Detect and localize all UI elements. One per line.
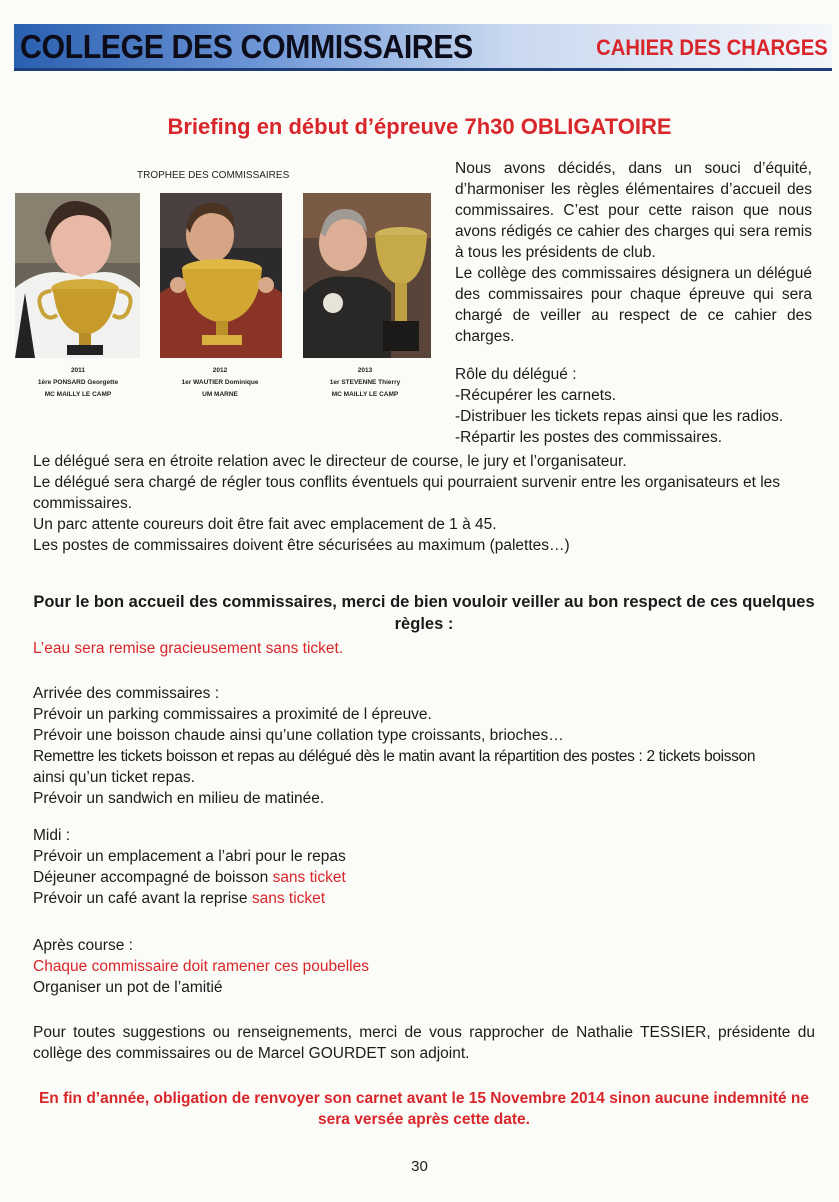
briefing-heading: Briefing en début d’épreuve 7h30 OBLIGATOIRE	[167, 114, 672, 139]
role-item: -Répartir les postes des commissaires.	[455, 429, 723, 446]
intro-text	[455, 158, 812, 347]
document-subtitle: CAHIER DES CHARGES	[596, 35, 828, 60]
intro-paragraph: Le collège des commissaires désignera un délégué des commissaires pour chaque épreuve qui sera chargé de veiller au respect de ce cahier des charges.	[455, 265, 812, 345]
apres-title: Après course :	[33, 937, 133, 954]
winner-photo-2011	[15, 193, 140, 358]
winner-photo-2013	[303, 193, 431, 358]
midi-line: Déjeuner accompagné de boisson sans ticket	[33, 869, 346, 886]
sans-ticket-note: sans ticket	[251, 890, 326, 907]
arrivee-line: Remettre les tickets boisson et repas au délégué dès le matin avant la répartition des postes : 2 tickets boisson	[33, 748, 756, 765]
apres-section	[33, 935, 815, 998]
final-notice: En fin d’année, obligation de renvoyer son carnet avant le 15 Novembre 2014 sinon aucune indemnité ne sera versée après cette date.	[38, 1090, 810, 1128]
contact-paragraph: Pour toutes suggestions ou renseignements, merci de vous rapprocher de Nathalie TESSIER, présidente du collège des commissaires ou de Marcel GOURDET son adjoint.	[33, 1024, 815, 1062]
midi-section	[33, 825, 815, 909]
winner-photo-2012	[160, 193, 285, 358]
role-section	[455, 364, 783, 448]
accueil-heading: Pour le bon accueil des commissaires, merci de bien vouloir veiller au bon respect de ces quelques règles :	[33, 593, 815, 633]
sans-ticket-note: sans ticket	[272, 869, 346, 886]
winner-caption-2013: 2013 1er STEVENNE Thierry MC MAILLY LE CAMP	[329, 367, 401, 398]
arrivee-line: Prévoir un sandwich en milieu de matinée.	[33, 790, 325, 807]
general-line: Un parc attente coureurs doit être fait avec emplacement de 1 à 45.	[33, 516, 497, 533]
apres-red-line: Chaque commissaire doit ramener ces poubelles	[33, 958, 369, 975]
general-line: commissaires.	[33, 495, 133, 512]
trophy-title: TROPHEE DES COMMISSAIRES	[137, 170, 290, 181]
intro-paragraph: Nous avons décidés, dans un souci d’équité, d’harmoniser les règles élémentaires d’accueil des commissaires. C’est pour cette raison que nous avons rédigés ce cahier des charges qui sera remis à tous les présidents de club.	[455, 160, 812, 261]
arrivee-line: ainsi qu’un ticket repas.	[33, 769, 195, 786]
winner-caption-2011: 2011 1ère PONSARD Georgette MC MAILLY LE CAMP	[37, 367, 119, 398]
arrivee-section	[33, 683, 815, 809]
midi-line: Prévoir un café avant la reprise sans ticket	[33, 890, 326, 907]
arrivee-line: Prévoir une boisson chaude ainsi qu’une collation type croissants, brioches…	[33, 727, 564, 744]
role-item: -Récupérer les carnets.	[455, 387, 617, 404]
midi-line: Prévoir un emplacement a l’abri pour le repas	[33, 848, 346, 865]
page-number: 30	[411, 1158, 428, 1175]
arrivee-title: Arrivée des commissaires :	[33, 685, 220, 702]
page-title: COLLEGE DES COMMISSAIRES	[20, 28, 473, 65]
midi-title: Midi :	[33, 827, 71, 844]
role-item: -Distribuer les tickets repas ainsi que les radios.	[455, 408, 784, 425]
apres-line: Organiser un pot de l’amitié	[33, 979, 223, 996]
winner-caption-2012: 2012 1er WAUTIER Dominique UM MARNE	[181, 367, 259, 398]
general-line: Les postes de commissaires doivent être sécurisées au maximum (palettes…)	[33, 537, 570, 554]
general-line: Le délégué sera chargé de régler tous conflits éventuels qui pourraient survenir entre les organisateurs et les	[33, 474, 781, 491]
general-rules	[33, 451, 815, 556]
general-line: Le délégué sera en étroite relation avec le directeur de course, le jury et l’organisateur.	[33, 453, 627, 470]
header-bar	[14, 24, 832, 71]
arrivee-line: Prévoir un parking commissaires a proximité de l épreuve.	[33, 706, 432, 723]
water-note: L’eau sera remise gracieusement sans ticket.	[33, 640, 344, 657]
role-title: Rôle du délégué :	[455, 366, 577, 383]
